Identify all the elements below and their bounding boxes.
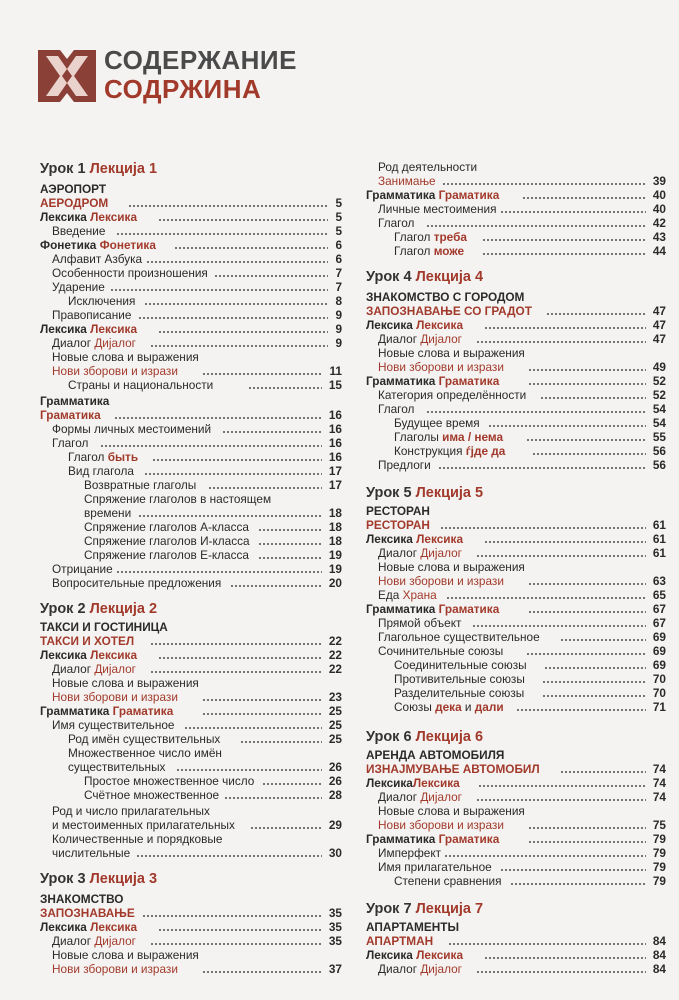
toc-entry[interactable]: Имя прилагательное 79 [378, 860, 666, 874]
toc-lesson-heading: Урок 7 Лекција 7 [366, 901, 484, 917]
toc-entry[interactable]: Особенности произношения 7 [52, 266, 342, 280]
toc-entry[interactable]: Нови зборови и изрази 11 [52, 364, 342, 378]
toc-entry[interactable]: Род деятельности [378, 160, 478, 174]
toc-entry[interactable]: Предлоги 56 [378, 458, 666, 472]
toc-entry[interactable]: Глагольное существительное 69 [378, 630, 666, 644]
toc-entry[interactable]: Грамматика Граматика 67 [366, 602, 666, 616]
toc-entry[interactable]: Глагол може 44 [394, 244, 666, 258]
toc-entry[interactable]: Страны и национальности 15 [68, 378, 342, 392]
toc-entry[interactable]: Имя существительное 25 [52, 718, 342, 732]
toc-lesson-heading: Урок 1 Лекција 1 [40, 161, 158, 177]
toc-entry[interactable]: Спряжение глаголов А-класса 18 [84, 520, 342, 534]
toc-entry[interactable]: Вид глагола 17 [68, 464, 342, 478]
toc-entry[interactable]: Глагол треба 43 [394, 230, 666, 244]
toc-entry[interactable]: Граматика 16 [40, 408, 342, 422]
toc-entry[interactable]: Формы личных местоимений 16 [52, 422, 342, 436]
toc-entry[interactable]: Простое множественное число 26 [84, 774, 342, 788]
toc-entry[interactable]: Конструкция ѓјде да 56 [394, 444, 666, 458]
toc-topic-ru: АПАРТАМЕНТЫ [366, 920, 460, 934]
toc-entry[interactable]: ТАКСИ И ХОТЕЛ 22 [40, 634, 342, 648]
toc-entry[interactable]: Лексика Лексика 35 [40, 920, 342, 934]
toc-entry[interactable]: Новые слова и выражения [52, 948, 199, 962]
toc-entry[interactable]: Грамматика Граматика 25 [40, 704, 342, 718]
toc-entry[interactable]: Исключения 8 [68, 294, 342, 308]
toc-entry[interactable]: Глаголы има / нема 55 [394, 430, 666, 444]
toc-entry[interactable]: Новые слова и выражения [378, 804, 525, 818]
toc-entry[interactable]: Ударение 7 [52, 280, 342, 294]
toc-entry[interactable]: Союзы дека и дали 71 [394, 700, 666, 714]
toc-entry[interactable]: Лексика Лексика 9 [40, 322, 342, 336]
toc-entry[interactable]: Диалог Дијалог 9 [52, 336, 342, 350]
toc-entry[interactable]: Счётное множественное 28 [84, 788, 342, 802]
toc-entry[interactable]: Глагол 42 [378, 216, 666, 230]
toc-entry[interactable]: Спряжение глаголов Е-класса 19 [84, 548, 342, 562]
toc-entry[interactable]: Род и число прилагательных [52, 804, 210, 818]
toc-entry[interactable]: Правописание 9 [52, 308, 342, 322]
toc-entry[interactable]: Диалог Дијалог 35 [52, 934, 342, 948]
toc-entry[interactable]: Нови зборови и изрази 37 [52, 962, 342, 976]
toc-entry[interactable]: Прямой объект 67 [378, 616, 666, 630]
toc-topic-ru: РЕСТОРАН [366, 504, 430, 518]
toc-topic-ru: ЗНАКОМСТВО [40, 892, 124, 906]
toc-entry[interactable]: Сочинительные союзы 69 [378, 644, 666, 658]
toc-entry[interactable]: Лексика Лексика 22 [40, 648, 342, 662]
toc-entry[interactable]: Будущее время 54 [394, 416, 666, 430]
toc-entry[interactable]: Диалог Дијалог 74 [378, 790, 666, 804]
toc-entry[interactable]: Нови зборови и изрази 49 [378, 360, 666, 374]
toc-entry[interactable]: Вопросительные предложения 20 [52, 576, 342, 590]
toc-entry[interactable]: Категория определённости 52 [378, 388, 666, 402]
toc-entry[interactable]: Грамматика [40, 394, 110, 408]
toc-entry[interactable]: Глагол 54 [378, 402, 666, 416]
toc-entry[interactable]: Диалог Дијалог 47 [378, 332, 666, 346]
toc-entry[interactable]: Фонетика Фонетика 6 [40, 238, 342, 252]
toc-entry[interactable]: Нови зборови и изрази 63 [378, 574, 666, 588]
toc-entry[interactable]: Диалог Дијалог 22 [52, 662, 342, 676]
toc-lesson-heading: Урок 4 Лекција 4 [366, 269, 484, 285]
toc-entry[interactable]: Лексика Лексика 61 [366, 532, 666, 546]
toc-entry[interactable]: Алфавит Азбука 6 [52, 252, 342, 266]
toc-entry[interactable]: Грамматика Граматика 52 [366, 374, 666, 388]
toc-entry[interactable]: Занимање 39 [378, 174, 666, 188]
toc-topic-ru: ЗНАКОМСТВО С ГОРОДОМ [366, 290, 525, 304]
toc-entry[interactable]: Степени сравнения 79 [394, 874, 666, 888]
toc-lesson-heading: Урок 5 Лекција 5 [366, 485, 484, 501]
toc-entry[interactable]: Лексика Лексика 47 [366, 318, 666, 332]
toc-entry[interactable]: Лексика Лексика 5 [40, 210, 342, 224]
toc-entry[interactable]: Грамматика Граматика 79 [366, 832, 666, 846]
toc-entry[interactable]: Введение 5 [52, 224, 342, 238]
toc-topic-ru: АРЕНДА АВТОМОБИЛЯ [366, 748, 505, 762]
toc-entry[interactable]: Новые слова и выражения [378, 346, 525, 360]
toc-entry[interactable]: существительных 26 [68, 760, 342, 774]
toc-lesson-heading: Урок 3 Лекција 3 [40, 871, 158, 887]
toc-entry[interactable]: Диалог Дијалог 61 [378, 546, 666, 560]
toc-entry[interactable]: Род имён существительных 25 [68, 732, 342, 746]
toc-entry[interactable]: Разделительные союзы 70 [394, 686, 666, 700]
toc-entry[interactable]: Отрицание 19 [52, 562, 342, 576]
toc-entry[interactable]: Диалог Дијалог 84 [378, 962, 666, 976]
toc-entry[interactable]: Количественные и порядковые [52, 832, 223, 846]
toc-entry[interactable]: Спряжение глаголов в настоящем [84, 492, 272, 506]
toc-entry[interactable]: Грамматика Граматика 40 [366, 188, 666, 202]
toc-entry[interactable]: ЗАПОЗНАВАЊЕ 35 [40, 906, 342, 920]
page-title-macedonian: СОДРЖИНА [104, 74, 262, 104]
toc-entry[interactable]: числительные 30 [52, 846, 342, 860]
toc-entry[interactable]: Глагол 16 [52, 436, 342, 450]
toc-lesson-heading: Урок 2 Лекција 2 [40, 601, 158, 617]
toc-entry[interactable]: Противительные союзы 70 [394, 672, 666, 686]
toc-entry[interactable]: Возвратные глаголы 17 [84, 478, 342, 492]
toc-lesson-heading: Урок 6 Лекција 6 [366, 729, 484, 745]
toc-entry[interactable]: Глагол быть 16 [68, 450, 342, 464]
toc-entry[interactable]: Спряжение глаголов И-класса 18 [84, 534, 342, 548]
toc-entry[interactable]: ИЗНАЈМУВАЊЕ АВТОМОБИЛ 74 [366, 762, 666, 776]
toc-entry[interactable]: Нови зборови и изрази 75 [378, 818, 666, 832]
toc-topic-ru: АЭРОПОРТ [40, 182, 107, 196]
toc-entry[interactable]: ЗАПОЗНАВАЊЕ СО ГРАДОТ 47 [366, 304, 666, 318]
logo-icon [38, 50, 96, 102]
toc-entry[interactable]: Соединительные союзы 69 [394, 658, 666, 672]
toc-entry[interactable]: РЕСТОРАН 61 [366, 518, 666, 532]
toc-entry[interactable]: АПАРТМАН 84 [366, 934, 666, 948]
toc-entry[interactable]: Личные местоимения 40 [378, 202, 666, 216]
toc-entry[interactable]: ЛексикаЛексика 74 [366, 776, 666, 790]
toc-entry[interactable]: Новые слова и выражения [52, 676, 199, 690]
toc-entry[interactable]: и местоименных прилагательных 29 [52, 818, 342, 832]
toc-entry[interactable]: АЕРОДРОМ 5 [40, 196, 342, 210]
toc-entry[interactable]: Множественное число имён [68, 746, 222, 760]
page-title-russian: СОДЕРЖАНИЕ [104, 45, 297, 75]
toc-entry[interactable]: Лексика Лексика 84 [366, 948, 666, 962]
toc-entry[interactable]: Имперфект 79 [378, 846, 666, 860]
toc-entry[interactable]: Новые слова и выражения [52, 350, 199, 364]
toc-entry[interactable]: Еда Храна 65 [378, 588, 666, 602]
toc-entry[interactable]: времени 18 [84, 506, 342, 520]
toc-entry[interactable]: Новые слова и выражения [378, 560, 525, 574]
toc-entry[interactable]: Нови зборови и изрази 23 [52, 690, 342, 704]
toc-topic-ru: ТАКСИ И ГОСТИНИЦА [40, 620, 168, 634]
